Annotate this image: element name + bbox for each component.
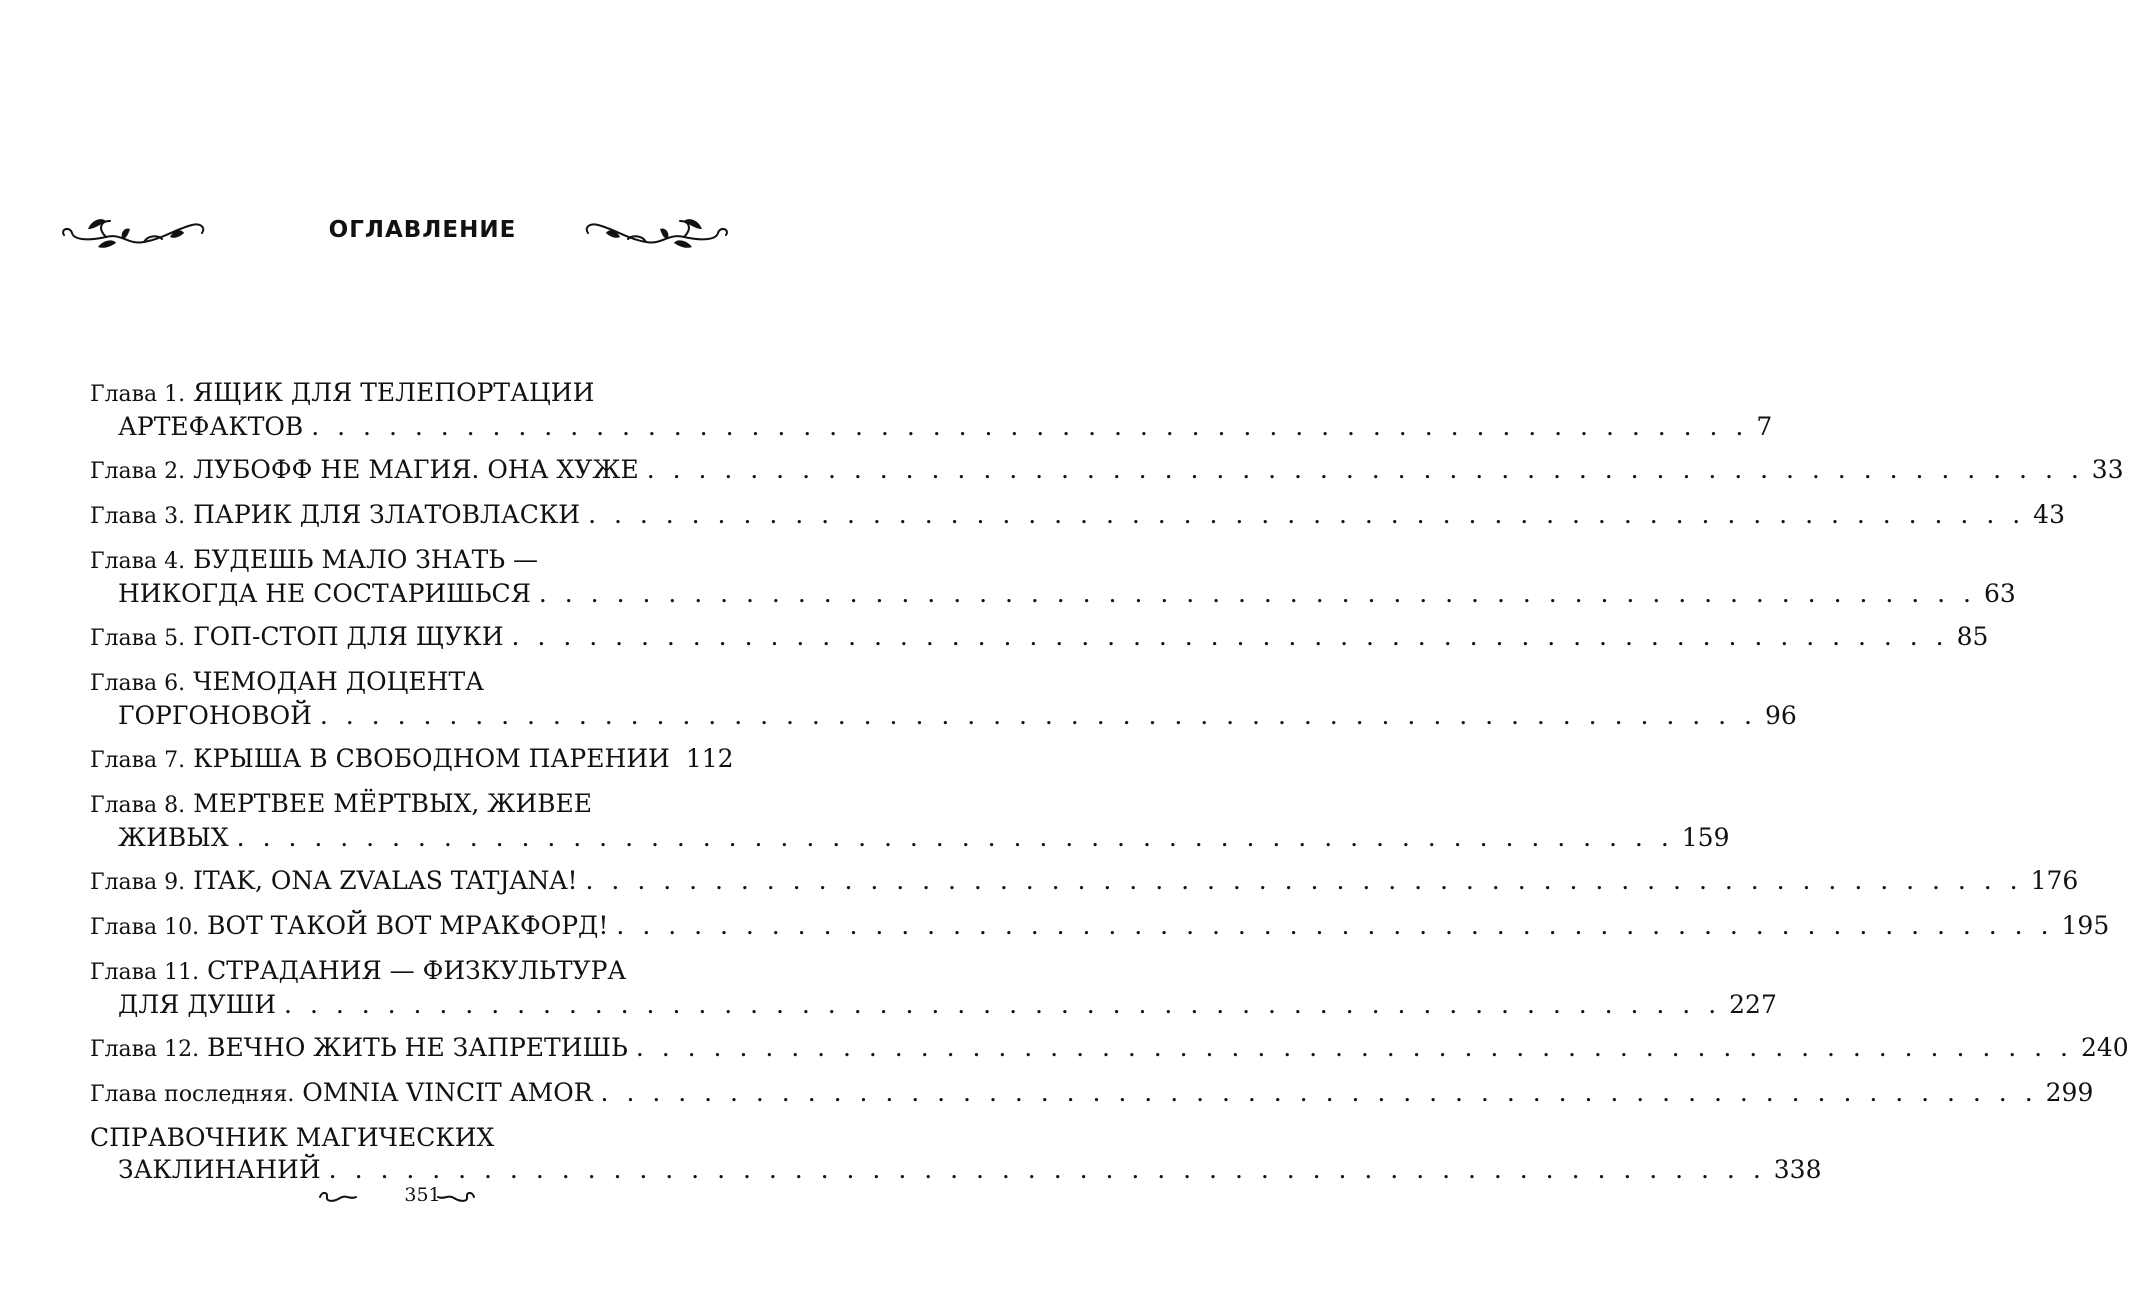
page-ref: 43 [2033,500,2065,529]
page-ref: 63 [1983,579,2016,608]
chapter-title: МЕРТВЕЕ МЁРТВЫХ, ЖИВЕЕ [193,789,593,818]
page-footer [0,1182,845,1212]
page-ref: 96 [1764,701,1797,730]
chapter-title: БУДЕШЬ МАЛО ЗНАТЬ — [193,545,539,574]
dot-leader: . . . . . . . . . . . . . . . . . . . . . . . . . . . . . . . . . . . . . . . . . . . . . . . . . . . . . . . . [311,412,1749,441]
chapter-title: СТРАДАНИЯ — ФИЗКУЛЬТУРА [207,956,627,985]
chapter-number: Глава последняя. [90,1082,295,1107]
chapter-number: Глава 9. [90,870,186,895]
toc-entry[interactable] [90,454,2124,488]
page-ref: 176 [2030,866,2079,895]
toc-entry[interactable] [90,1077,2094,1111]
toc-entry[interactable] [90,865,2079,899]
page-ref: 7 [1756,412,1773,441]
dot-leader: . . . . . . . . . . . . . . . . . . . . . . . . . . . . . . . . . . . . . . . . . . . . . . . . . . . . . . . . [538,579,1976,608]
dot-leader: . . . . . . . . . . . . . . . . . . . . . . . . . . . . . . . . . . . . . . . . . . . . . . . . . . . . . . . . [284,990,1722,1019]
chapter-number: Глава 6. [90,671,186,696]
dot-leader: . . . . . . . . . . . . . . . . . . . . . . . . . . . . . . . . . . . . . . . . . . . . . . . . . . . . . . . . [616,911,2054,940]
chapter-title: ЛУБОФФ НЕ МАГИЯ. ОНА ХУЖЕ [193,455,639,484]
dot-leader: . . . . . . . . . . . . . . . . . . . . . . . . . . . . . . . . . . . . . . . . . . . . . . . . . . . . . . . . [511,622,1949,651]
chapter-number: Глава 7. [90,748,186,773]
dot-leader: . . . . . . . . . . . . . . . . . . . . . . . . . . . . . . . . . . . . . . . . . . . . . . . . . . . . . . . . [328,1155,1766,1184]
chapter-title: НИКОГДА НЕ СОСТАРИШЬСЯ [118,579,531,608]
toc-entry[interactable] [90,499,2065,533]
chapter-title: ЧЕМОДАН ДОЦЕНТА [193,667,485,696]
dot-leader: . . . . . . . . . . . . . . . . . . . . . . . . . . . . . . . . . . . . . . . . . . . . . . . . . . . . . . . . [585,866,2023,895]
chapter-number: Глава 5. [90,626,186,651]
toc-entry[interactable] [90,910,2110,944]
chapter-number: Глава 10. [90,915,200,940]
chapter-title: ВОТ ТАКОЙ ВОТ МРАКФОРД! [207,911,609,940]
toc-entry[interactable] [90,1122,1822,1186]
toc-header [0,205,845,255]
chapter-title: ПАРИК ДЛЯ ЗЛАТОВЛАСКИ [193,500,581,529]
toc-entry[interactable] [90,955,1777,1021]
chapter-number: Глава 8. [90,793,186,818]
page-ref: 338 [1773,1155,1822,1184]
toc-entry[interactable] [90,743,734,777]
chapter-number: Глава 3. [90,504,186,529]
toc-entry[interactable] [90,621,1989,655]
page-title: ОГЛАВЛЕНИЕ [328,217,517,243]
page-ref: 159 [1681,823,1730,852]
toc-entry[interactable] [90,544,2016,610]
swash-ornament-icon [436,1188,476,1206]
chapter-number: Глава 11. [90,960,200,985]
chapter-number: Глава 12. [90,1037,200,1062]
chapter-title: ГОП-СТОП ДЛЯ ЩУКИ [193,622,504,651]
page-ref: 195 [2061,911,2110,940]
dot-leader: . . . . . . . . . . . . . . . . . . . . . . . . . . . . . . . . . . . . . . . . . . . . . . . . . . . . . . . . [635,1033,2073,1062]
chapter-number: Глава 4. [90,549,186,574]
page-ref: 85 [1956,622,1989,651]
chapter-title: ЖИВЫХ [118,823,229,852]
toc-entry[interactable] [90,666,1797,732]
dot-leader: . . . . . . . . . . . . . . . . . . . . . . . . . . . . . . . . . . . . . . . . . . . . . . . . . . . . . . . . [600,1078,2038,1107]
chapter-number: Глава 1. [90,382,186,407]
toc-entry[interactable] [90,377,1773,443]
chapter-title: ГОРГОНОВОЙ [118,701,312,730]
vine-ornament-icon [582,209,732,251]
page-number: 351 [404,1184,441,1206]
toc-entry[interactable] [90,1032,2129,1066]
dot-leader: . . . . . . . . . . . . . . . . . . . . . . . . . . . . . . . . . . . . . . . . . . . . . . . . . . . . . . . . [319,701,1757,730]
dot-leader: . . . . . . . . . . . . . . . . . . . . . . . . . . . . . . . . . . . . . . . . . . . . . . . . . . . . . . . . [236,823,1674,852]
chapter-title: КРЫША В СВОБОДНОМ ПАРЕНИИ [193,744,670,773]
page-ref: 227 [1729,990,1777,1019]
table-of-contents [90,377,2129,1197]
page-ref: 33 [2091,455,2124,484]
chapter-title: АРТЕФАКТОВ [118,412,304,441]
page-ref: 240 [2080,1033,2129,1062]
chapter-title: ЯЩИК ДЛЯ ТЕЛЕПОРТАЦИИ [193,378,595,407]
page-ref: 299 [2045,1078,2094,1107]
chapter-title: ITAK, ONA ZVALAS TATJANA! [193,866,578,895]
dot-leader: . . . . . . . . . . . . . . . . . . . . . . . . . . . . . . . . . . . . . . . . . . . . . . . . . . . . . . . . [588,500,2026,529]
chapter-title: ДЛЯ ДУШИ [118,990,277,1019]
toc-entry[interactable] [90,788,1730,854]
chapter-title: СПРАВОЧНИК МАГИЧЕСКИХ [90,1123,495,1152]
chapter-title: ВЕЧНО ЖИТЬ НЕ ЗАПРЕТИШЬ [207,1033,628,1062]
dot-leader: . . . . . . . . . . . . . . . . . . . . . . . . . . . . . . . . . . . . . . . . . . . . . . . . . . . . . . . . [646,455,2084,484]
page-ref: 112 [685,744,734,773]
chapter-number: Глава 2. [90,459,186,484]
chapter-title: ЗАКЛИНАНИЙ [118,1155,321,1184]
chapter-title: OMNIA VINCIT AMOR [302,1078,593,1107]
